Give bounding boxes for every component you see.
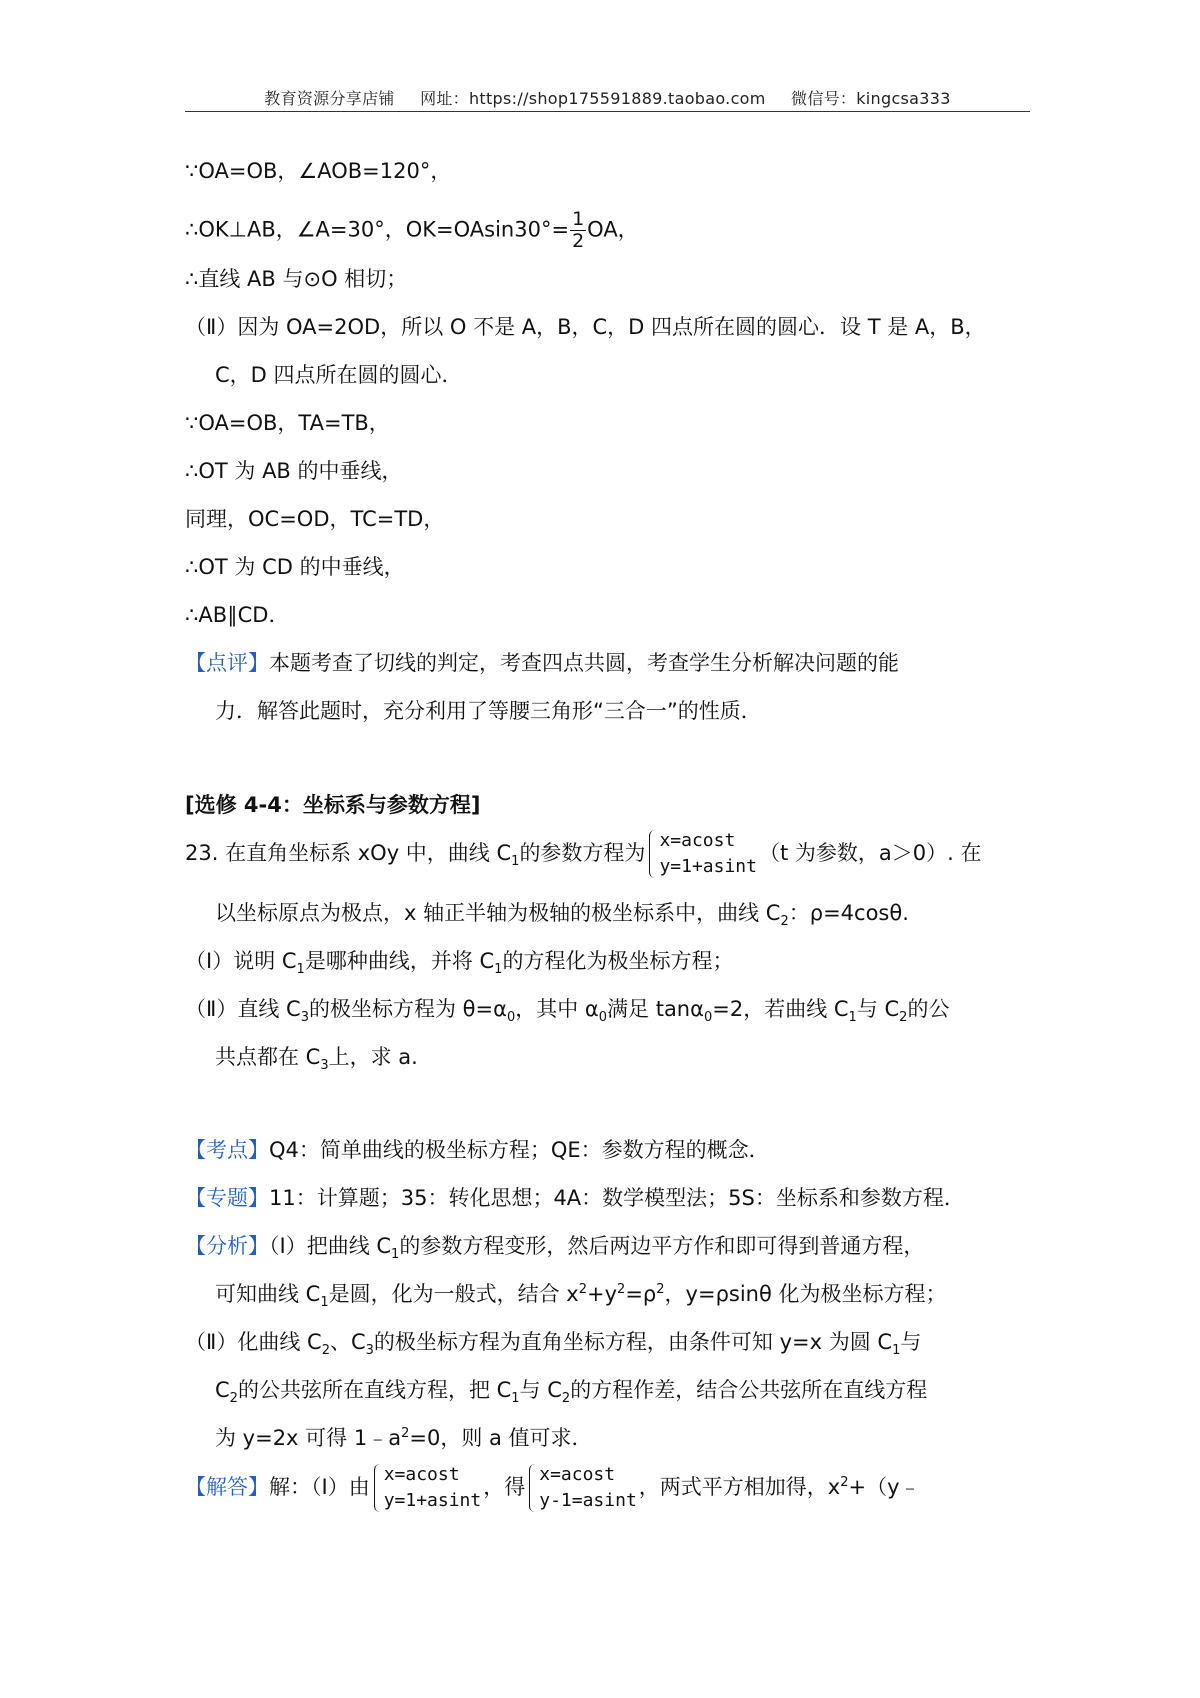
review-line-1: 【点评】本题考查了切线的判定，考查四点共圆，考查学生分析解决问题的能 bbox=[185, 651, 899, 675]
fenxi-line-4: $C_2$的公共弦所在直线方程，把 $C_1$与 $C_2$的方程作差，结合公共弦所在直线方程 bbox=[215, 1378, 928, 1407]
parametric-system-1: x=acost y=1+asint bbox=[372, 1462, 482, 1514]
jieda-tag: 【解答】 bbox=[185, 1475, 269, 1499]
section-title: [选修 4-4：坐标系与参数方程] bbox=[185, 793, 481, 817]
zhuanti-line: 【专题】11：计算题；35：转化思想；4A：数学模型法；5S：坐标系和参数方程． bbox=[185, 1186, 965, 1210]
fenxi-line-5: 为 y=2x 可得 $1﹣a^2=0$，则 a 值可求． bbox=[215, 1426, 593, 1450]
proof-line-6: ∵OA=OB，TA=TB， bbox=[185, 411, 390, 435]
fenxi-tag: 【分析】 bbox=[185, 1234, 269, 1258]
fenxi-line-3: （Ⅱ）化曲线 $C_2$、$C_3$的极坐标方程为直角坐标方程，由条件可知 y=x 为圆 $C_1$与 bbox=[185, 1330, 922, 1359]
proof-line-8: 同理，OC=OD，TC=TD， bbox=[185, 507, 445, 531]
proof-line-1: ∵OA=OB，∠AOB=120°， bbox=[185, 159, 452, 183]
kaodian-line: 【考点】Q4：简单曲线的极坐标方程；QE：参数方程的概念． bbox=[185, 1138, 770, 1162]
proof-line-9: ∴OT 为 CD 的中垂线， bbox=[185, 555, 405, 579]
proof-line-7: ∴OT 为 AB 的中垂线， bbox=[185, 459, 403, 483]
proof-line-5: C，D 四点所在圆的圆心． bbox=[215, 363, 463, 387]
parametric-system-2: x=acost y-1=asint bbox=[527, 1462, 637, 1514]
page-header bbox=[185, 86, 1030, 109]
wechat-id: 微信号：kingcsa333 bbox=[791, 89, 951, 108]
proof-line-4: （Ⅱ）因为 OA=2OD，所以 O 不是 A，B，C，D 四点所在圆的圆心．设 T 是 A，B， bbox=[185, 315, 986, 339]
proof-line-3: ∴直线 AB 与⊙O 相切； bbox=[185, 267, 408, 291]
review-tag: 【点评】 bbox=[185, 651, 269, 675]
problem-line-1: 23. 在直角坐标系 xOy 中，曲线 $C_1$的参数方程为 x=acost y=1+asint （t 为参数，a＞0）. 在 bbox=[185, 828, 981, 880]
site-address: 网址：https://shop175591889.taobao.com bbox=[420, 89, 766, 108]
problem-line-5: 共点都在 $C_3$上，求 a. bbox=[215, 1045, 418, 1074]
kaodian-tag: 【考点】 bbox=[185, 1138, 269, 1162]
proof-line-10: ∴AB∥CD． bbox=[185, 603, 290, 627]
problem-line-2: 以坐标原点为极点，x 轴正半轴为极轴的极坐标系中，曲线 $C_2$：ρ=4cosθ. bbox=[215, 901, 909, 930]
proof-line-2: ∴OK⊥AB，∠A=30°，OK=OAsin30°= $\frac{1}{2}$ OA， bbox=[185, 208, 639, 252]
fraction-one-half: $\frac{1}{2}$ bbox=[572, 208, 585, 252]
fenxi-line-2: 可知曲线 $C_1$是圆，化为一般式，结合 $x^2+y^2=\rho^2$，y=ρsinθ 化为极坐标方程； bbox=[215, 1282, 947, 1311]
jieda-line-1: 【解答】解：（Ⅰ）由 x=acost y=1+asint ，得 x=acost y-1=asint ，两式平方相加得，$x^2+(y﹣$ bbox=[185, 1462, 921, 1514]
fenxi-line-1: 【分析】（Ⅰ）把曲线 $C_1$的参数方程变形，然后两边平方作和即可得到普通方程， bbox=[185, 1234, 925, 1263]
problem-line-4: （Ⅱ）直线 $C_3$的极坐标方程为 $\theta=\alpha_0$，其中 $\alpha_0$满足 tanα$_0$=2，若曲线 $C_1$与 $C_2$的公 bbox=[185, 997, 950, 1026]
review-line-2: 力．解答此题时，充分利用了等腰三角形“三合一”的性质． bbox=[215, 699, 762, 723]
header-rule bbox=[185, 111, 1030, 112]
zhuanti-tag: 【专题】 bbox=[185, 1186, 269, 1210]
shop-name: 教育资源分享店铺 bbox=[264, 89, 395, 108]
problem-line-3: （Ⅰ）说明 $C_1$是哪种曲线，并将 $C_1$的方程化为极坐标方程； bbox=[185, 949, 734, 978]
parametric-system: x=acost y=1+asint bbox=[647, 828, 757, 880]
